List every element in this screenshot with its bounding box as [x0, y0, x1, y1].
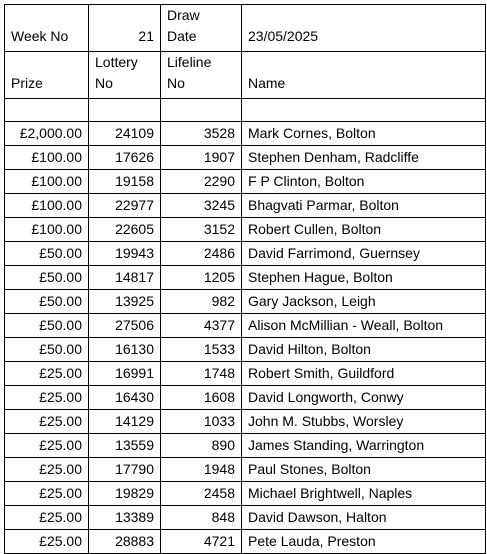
- prize-cell: £50.00: [5, 242, 89, 266]
- lottery-no-cell: 13559: [89, 434, 161, 458]
- table-row: [5, 290, 486, 314]
- table-row: [5, 386, 486, 410]
- lifeline-no-cell: 1205: [161, 266, 242, 290]
- lifeline-no-cell: 2486: [161, 242, 242, 266]
- lifeline-header-line1: Lifeline: [167, 54, 212, 70]
- lifeline-no-cell: 890: [161, 434, 242, 458]
- prize-cell: £50.00: [5, 290, 89, 314]
- name-cell: James Standing, Warrington: [242, 434, 486, 458]
- prize-cell: £100.00: [5, 194, 89, 218]
- lottery-header: [89, 52, 161, 99]
- week-value: 21: [89, 5, 161, 52]
- blank-row: [5, 99, 486, 122]
- prize-cell: £25.00: [5, 362, 89, 386]
- draw-date-label-line1: Draw: [167, 7, 200, 23]
- lifeline-no-cell: 1033: [161, 410, 242, 434]
- blank-cell: [89, 99, 161, 122]
- prize-cell: £2,000.00: [5, 122, 89, 146]
- lottery-no-cell: 19829: [89, 482, 161, 506]
- prize-cell: £25.00: [5, 386, 89, 410]
- table-row: [5, 242, 486, 266]
- prize-cell: £50.00: [5, 338, 89, 362]
- lottery-no-cell: 28883: [89, 530, 161, 554]
- table-row: [5, 314, 486, 338]
- prize-cell: £25.00: [5, 530, 89, 554]
- prize-cell: £100.00: [5, 218, 89, 242]
- name-cell: Stephen Denham, Radcliffe: [242, 146, 486, 170]
- lifeline-no-cell: 3528: [161, 122, 242, 146]
- table-row: [5, 434, 486, 458]
- name-cell: David Hilton, Bolton: [242, 338, 486, 362]
- lifeline-no-cell: 3245: [161, 194, 242, 218]
- week-label: Week No: [5, 5, 89, 52]
- table-row: [5, 362, 486, 386]
- results-table: [4, 4, 486, 554]
- lifeline-no-cell: 1948: [161, 458, 242, 482]
- lottery-no-cell: 16130: [89, 338, 161, 362]
- lifeline-no-cell: 1748: [161, 362, 242, 386]
- table-row: [5, 338, 486, 362]
- lifeline-no-cell: 3152: [161, 218, 242, 242]
- lifeline-no-cell: 848: [161, 506, 242, 530]
- table-row: [5, 194, 486, 218]
- name-cell: Mark Cornes, Bolton: [242, 122, 486, 146]
- lottery-no-cell: 19158: [89, 170, 161, 194]
- lottery-no-cell: 27506: [89, 314, 161, 338]
- header-row-week: [5, 5, 486, 52]
- draw-date-label: [161, 5, 242, 52]
- lifeline-header: [161, 52, 242, 99]
- name-header: Name: [242, 52, 486, 99]
- table-row: [5, 146, 486, 170]
- table-row: [5, 410, 486, 434]
- lifeline-no-cell: 1608: [161, 386, 242, 410]
- lifeline-no-cell: 4721: [161, 530, 242, 554]
- table-row: [5, 218, 486, 242]
- lottery-header-line2: No: [95, 75, 113, 91]
- name-cell: David Dawson, Halton: [242, 506, 486, 530]
- name-cell: David Farrimond, Guernsey: [242, 242, 486, 266]
- draw-date-label-line2: Date: [167, 28, 197, 44]
- lifeline-no-cell: 2458: [161, 482, 242, 506]
- lottery-no-cell: 14129: [89, 410, 161, 434]
- lottery-no-cell: 16430: [89, 386, 161, 410]
- prize-cell: £25.00: [5, 434, 89, 458]
- prize-cell: £50.00: [5, 314, 89, 338]
- lottery-no-cell: 13389: [89, 506, 161, 530]
- name-cell: F P Clinton, Bolton: [242, 170, 486, 194]
- blank-cell: [242, 99, 486, 122]
- blank-cell: [5, 99, 89, 122]
- lottery-no-cell: 14817: [89, 266, 161, 290]
- lifeline-header-line2: No: [167, 75, 185, 91]
- table-row: [5, 506, 486, 530]
- lifeline-no-cell: 1907: [161, 146, 242, 170]
- lifeline-no-cell: 1533: [161, 338, 242, 362]
- prize-header: Prize: [5, 52, 89, 99]
- lottery-no-cell: 17790: [89, 458, 161, 482]
- name-cell: Robert Cullen, Bolton: [242, 218, 486, 242]
- blank-cell: [161, 99, 242, 122]
- header-row-columns: [5, 52, 486, 99]
- lifeline-no-cell: 982: [161, 290, 242, 314]
- name-cell: John M. Stubbs, Worsley: [242, 410, 486, 434]
- prize-cell: £50.00: [5, 266, 89, 290]
- table-row: [5, 266, 486, 290]
- name-cell: David Longworth, Conwy: [242, 386, 486, 410]
- lottery-no-cell: 17626: [89, 146, 161, 170]
- table-row: [5, 170, 486, 194]
- prize-cell: £100.00: [5, 146, 89, 170]
- table-row: [5, 122, 486, 146]
- lottery-no-cell: 24109: [89, 122, 161, 146]
- lifeline-no-cell: 2290: [161, 170, 242, 194]
- table-row: [5, 482, 486, 506]
- table-row: [5, 530, 486, 554]
- name-cell: Pete Lauda, Preston: [242, 530, 486, 554]
- name-cell: Gary Jackson, Leigh: [242, 290, 486, 314]
- lottery-no-cell: 22977: [89, 194, 161, 218]
- lottery-header-line1: Lottery: [95, 54, 138, 70]
- lottery-no-cell: 22605: [89, 218, 161, 242]
- name-cell: Stephen Hague, Bolton: [242, 266, 486, 290]
- name-cell: Alison McMillian - Weall, Bolton: [242, 314, 486, 338]
- prize-cell: £25.00: [5, 458, 89, 482]
- lottery-no-cell: 13925: [89, 290, 161, 314]
- prize-cell: £25.00: [5, 482, 89, 506]
- lottery-no-cell: 19943: [89, 242, 161, 266]
- table-row: [5, 458, 486, 482]
- name-cell: Bhagvati Parmar, Bolton: [242, 194, 486, 218]
- draw-date-value: 23/05/2025: [242, 5, 486, 52]
- name-cell: Michael Brightwell, Naples: [242, 482, 486, 506]
- lifeline-no-cell: 4377: [161, 314, 242, 338]
- prize-cell: £100.00: [5, 170, 89, 194]
- prize-cell: £25.00: [5, 506, 89, 530]
- name-cell: Robert Smith, Guildford: [242, 362, 486, 386]
- prize-cell: £25.00: [5, 410, 89, 434]
- name-cell: Paul Stones, Bolton: [242, 458, 486, 482]
- lottery-no-cell: 16991: [89, 362, 161, 386]
